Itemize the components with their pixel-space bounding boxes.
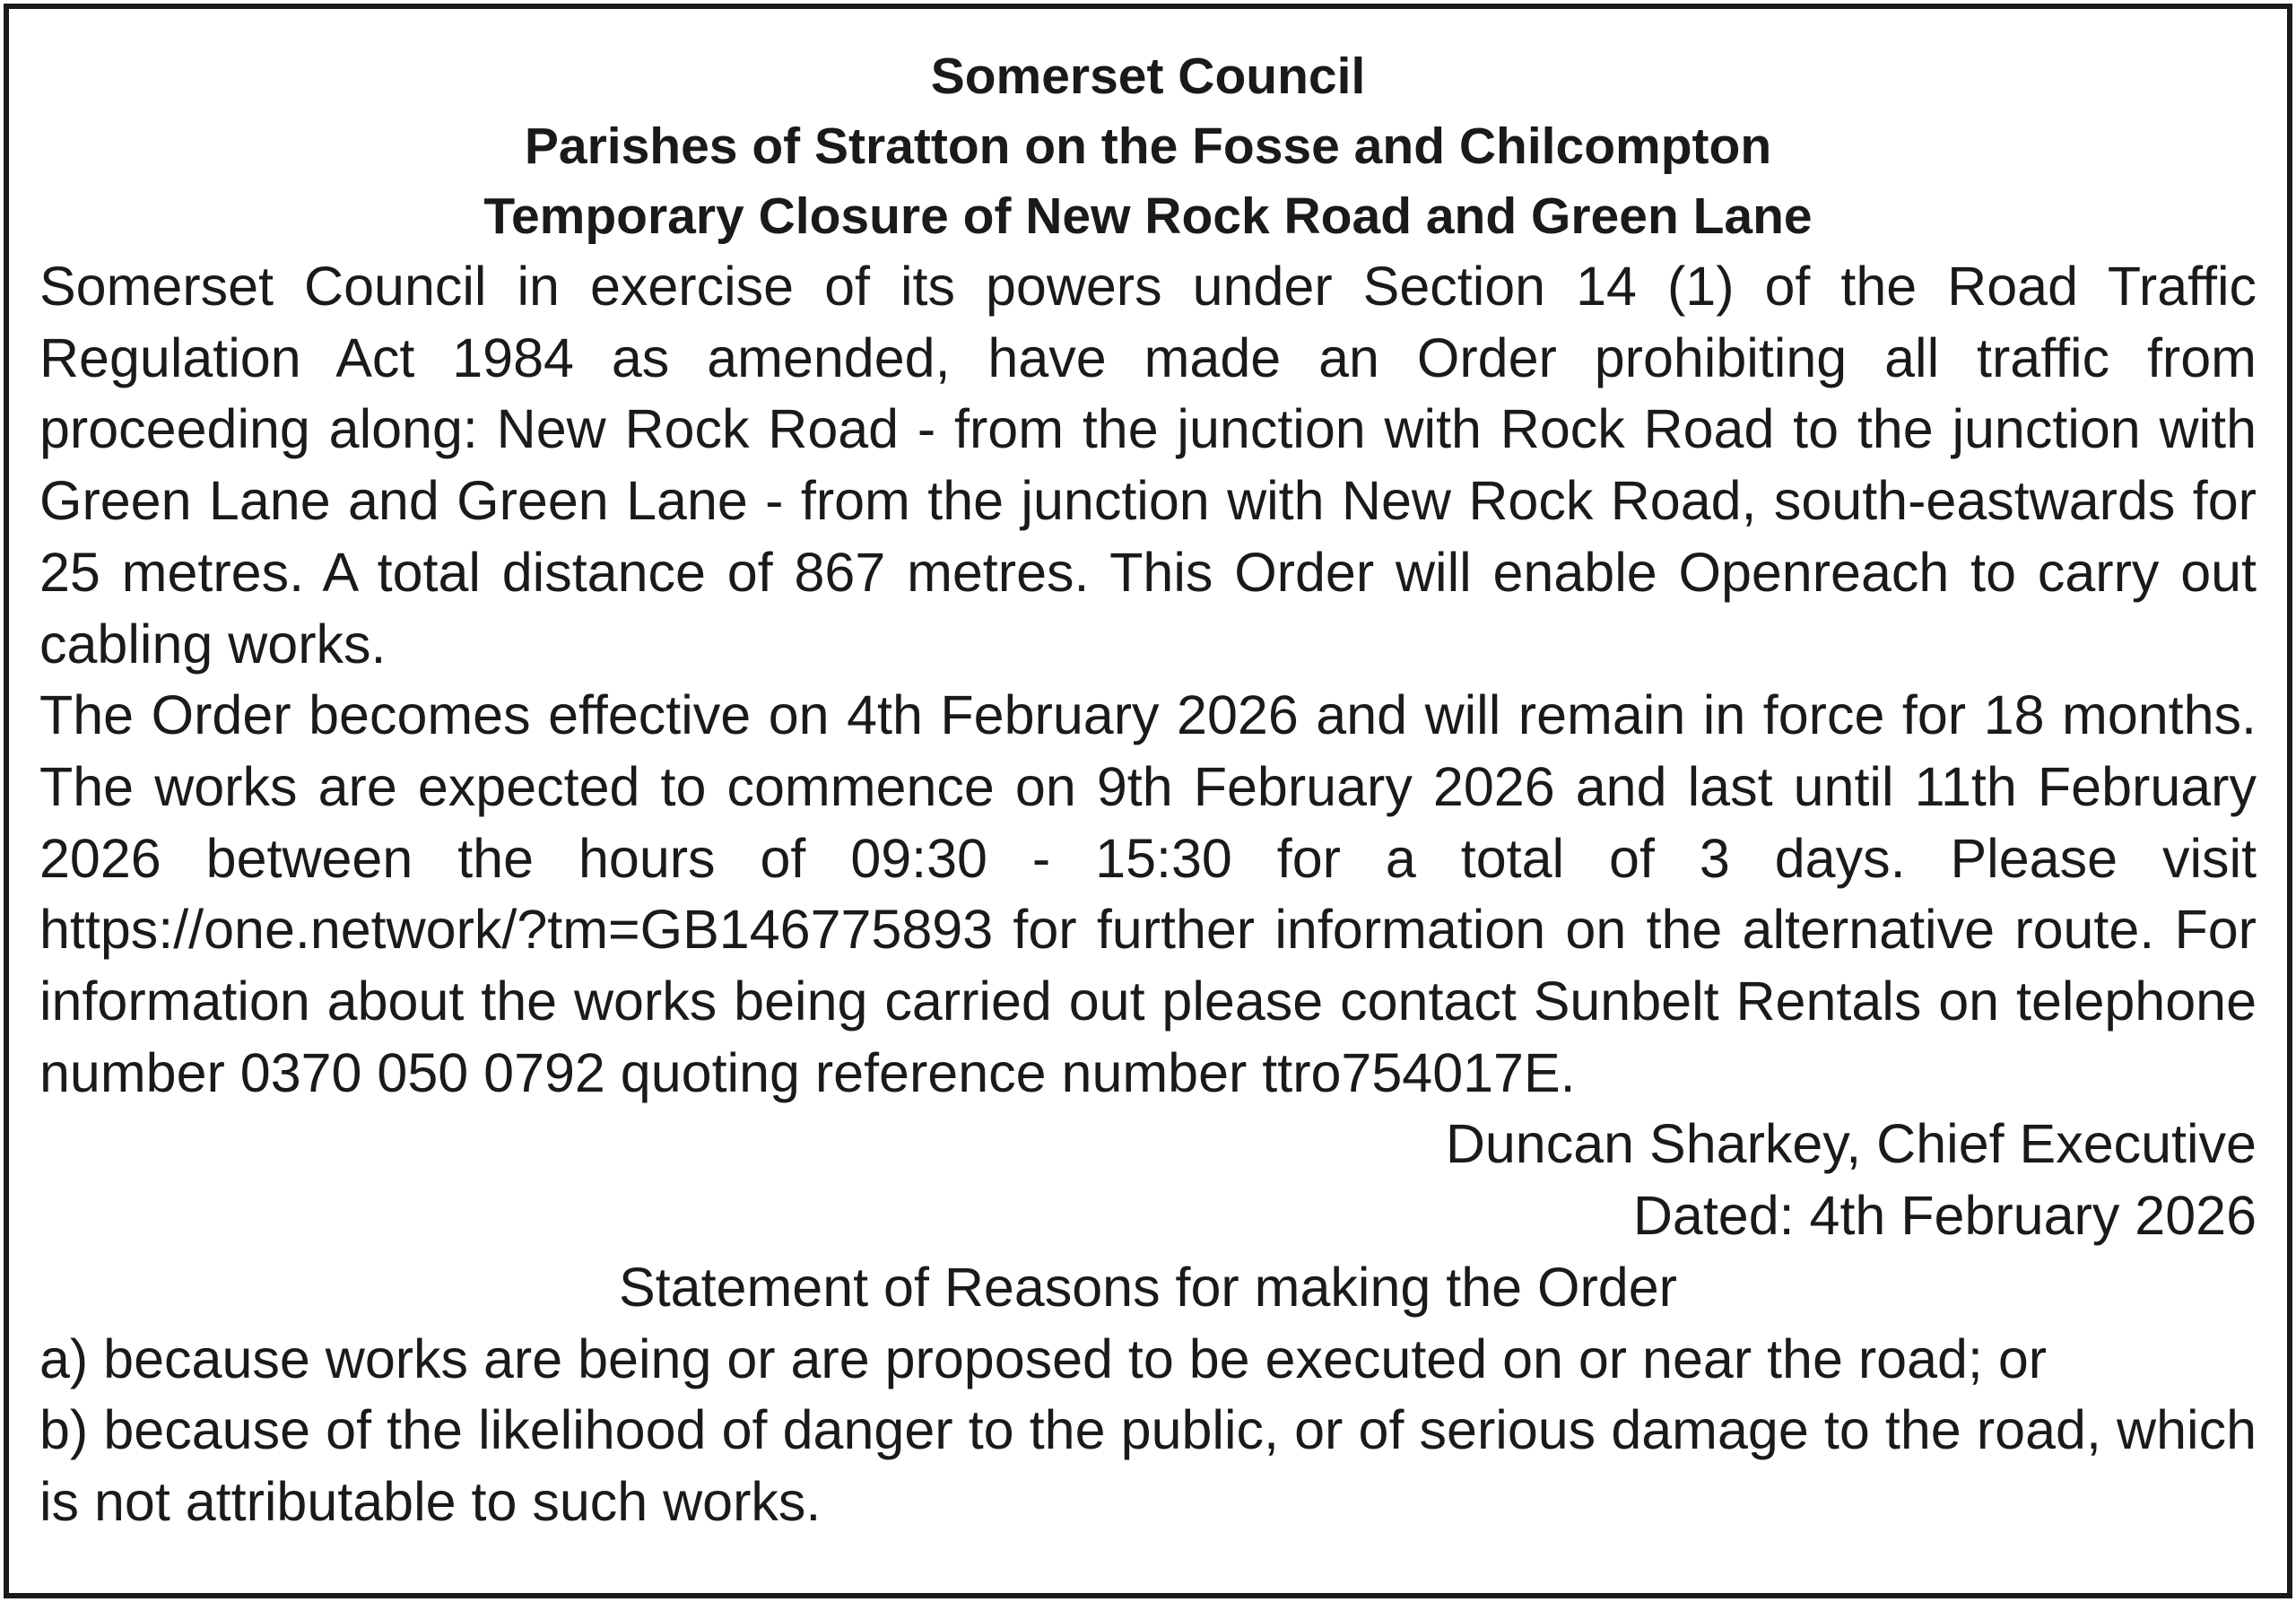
schedule-paragraph: The Order becomes effective on 4th February 2026 and will remain in force for 18 months. The works are expected to commence on 9th February 2026 and last until 11th February 2026 between the hours of 09:30 - 15:30 for a total of 3 days. Please visit https://one.network/?tm=GB146775893 for further information on the alternative route. For information about the works being carried out please contact Sunbelt Rentals on telephone number 0370 050 0792 quoting reference number ttro754017E. <box>39 684 2257 1103</box>
reasons-list <box>39 1324 2257 1538</box>
signatory: Duncan Sharkey, Chief Executive <box>1445 1113 2257 1175</box>
reasons-heading: Statement of Reasons for making the Order <box>619 1256 1677 1318</box>
parishes-heading: Parishes of Stratton on the Fosse and Chilcompton <box>524 118 1772 175</box>
order-paragraph: Somerset Council in exercise of its powers under Section 14 (1) of the Road Traffic Regulation Act 1984 as amended, have made an Order prohibiting all traffic from proceeding along: New Rock Road - from the junction with Rock Road to the junction with Green Lane and Green Lane - from the junction with New Rock Road, south-eastwards for 25 metres. A total distance of 867 metres. This Order will enable Openreach to carry out cabling works. <box>39 256 2257 675</box>
date-line: Dated: 4th February 2026 <box>1632 1185 2257 1247</box>
notice-title: Temporary Closure of New Rock Road and Green Lane <box>483 187 1813 245</box>
reason-b: b) because of the likelihood of danger to the public, or of serious damage to the road, which is not attributable to such works. <box>39 1399 2257 1532</box>
reason-a: a) because works are being or are proposed to be executed on or near the road; or <box>39 1328 2048 1389</box>
council-name: Somerset Council <box>930 48 1366 105</box>
public-notice <box>4 4 2292 1598</box>
